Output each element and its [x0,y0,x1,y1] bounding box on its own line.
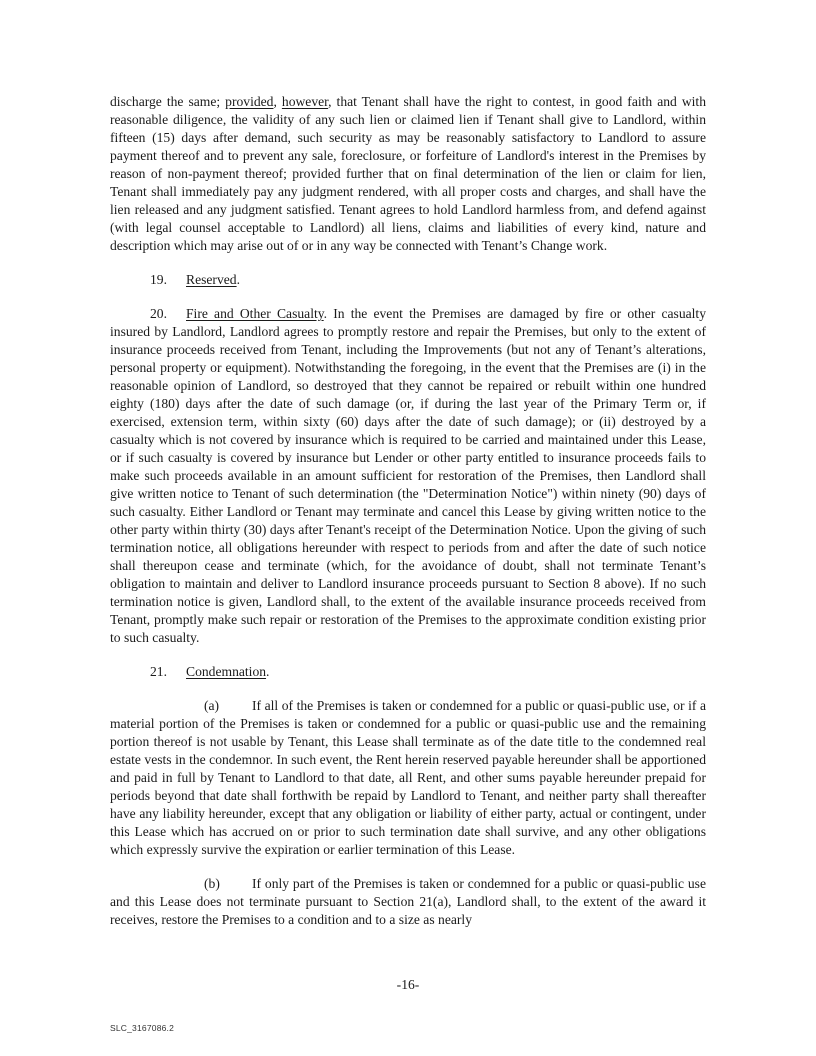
document-page [110,93,706,929]
section-20-paragraph [110,305,706,647]
section-number: 19. [150,272,167,287]
section-title: Fire and Other Casualty [186,306,324,321]
text-run: , that Tenant shall have the right to contest, in good faith and with reasonable diligence, the validity of any such lien or claimed lien if Tenant shall give to Landlord, within fifteen (15) days after demand, such security as may be reasonably satisfactory to Landlord to assure payment thereof and to prevent any sale, foreclosure, or forfeiture of Landlord's interest in the Premises by reason of non-payment thereof; provided further that on final determination of the lien or claim for lien, Tenant shall immediately pay any judgment rendered, with all proper costs and charges, and shall have the lien released and any judgment satisfied. Tenant agrees to hold Landlord harmless from, and defend against (with legal counsel acceptable to Landlord) all liens, claims and liabilities of every kind, nature and description which may arise out of or in any way be connected with Tenant’s Change work. [110,94,707,253]
text-run: . [266,664,270,679]
subsection-body: If all of the Premises is taken or condemned for a public or quasi-public use, or if a material portion of the Premises is taken or condemned for a public or quasi-public use and the remaining portion thereof is not usable by Tenant, this Lease shall terminate as of the date title to the condemned real estate vests in the condemnor. In such event, the Rent herein reserved payable hereunder shall be apportioned and paid in full by Tenant to Landlord to that date, all Rent, and other sums payable hereunder prepaid for periods beyond that date shall forthwith be repaid by Landlord to Tenant, and neither party shall thereafter have any liability hereunder, except that any obligation or liability of either party, actual or contingent, under this Lease which has accrued on or prior to such termination date shall survive, and any other obligations which expressly survive the expiration or earlier termination of this Lease. [110,698,706,857]
page-number: -16- [396,977,420,992]
section-21a-paragraph [110,697,706,859]
paragraph-lien-discharge [110,93,706,255]
document-id-footer: SLC_3167086.2 [110,1023,175,1033]
subsection-label: (a) [204,698,220,713]
section-number: 21. [150,664,167,679]
section-21-heading [110,663,706,681]
section-number: 20. [150,306,167,321]
text-run: . [236,272,240,287]
section-21b-paragraph [110,875,706,929]
section-19-heading [110,271,706,289]
underlined-however: however [281,94,329,109]
section-title: Reserved [186,272,237,287]
section-title: Condemnation [186,664,267,679]
subsection-label: (b) [204,876,220,891]
text-run: discharge the same; [110,94,226,109]
subsection-body: If only part of the Premises is taken or condemned for a public or quasi-public use and this Lease does not terminate pursuant to Section 21(a), Landlord shall, to the extent of the award it receives, restore the Premises to a condition and to a size as nearly [110,876,706,927]
underlined-provided: provided [225,94,274,109]
section-body: . In the event the Premises are damaged by fire or other casualty insured by Landlord, Landlord agrees to promptly restore and repair the Premises, but only to the extent of insurance proceeds received from Tenant, including the Improvements (but not any of Tenant’s alterations, personal property or equipment). Notwithstanding the foregoing, in the event that the Premises are (i) in the reasonable opinion of Landlord, so destroyed that they cannot be repaired or rebuilt within one hundred eighty (180) days after the date of such damage (or, if during the last year of the Primary Term or, if exercised, extension term, within sixty (60) days after the date of such damage); or (ii) destroyed by a casualty which is not covered by insurance which is required to be carried and maintained under this Lease, or if such casualty is covered by insurance but Lender or other party entitled to insurance proceeds fails to make such proceeds available in an amount sufficient for restoration of the Premises, then Landlord shall give written notice to Tenant of such determination (the "Determination Notice") within ninety (90) days of such casualty. Either Landlord or Tenant may terminate and cancel this Lease by giving written notice to the other party within thirty (30) days after Tenant's receipt of the Determination Notice. Upon the giving of such termination notice, all obligations hereunder with respect to periods from and after the date of such notice shall thereupon cease and terminate (which, for the avoidance of doubt, shall not terminate Tenant’s obligation to maintain and deliver to Landlord insurance proceeds pursuant to Section 8 above). If no such termination notice is given, Landlord shall, to the extent of the available insurance proceeds received from Tenant, promptly make such repair or restoration of the Premises to the approximate condition existing prior to such casualty. [110,306,706,645]
text-run: , [273,94,282,109]
